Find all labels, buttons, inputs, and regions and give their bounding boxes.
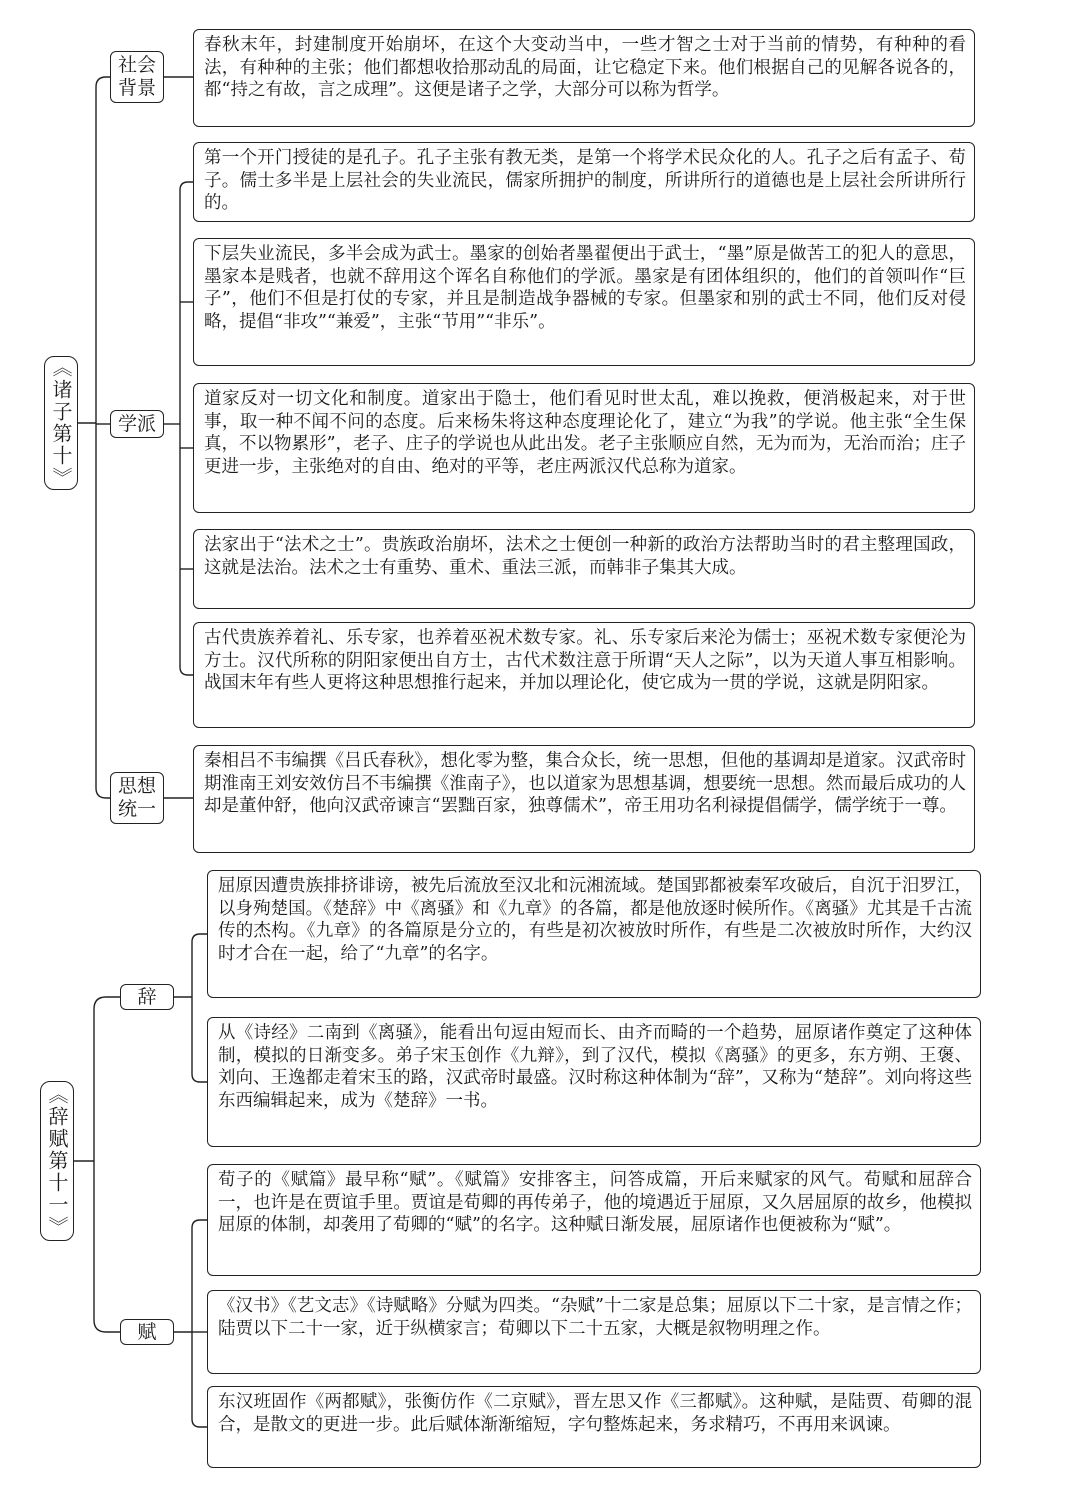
branch-social-background: [110, 51, 164, 103]
note-unification: [193, 745, 975, 853]
root-zhuzi: [44, 356, 78, 490]
note-hanshu-fu-text: 《汉书》《艺文志》《诗赋略》分赋为四类。“杂赋”十二家是总集；屈原以下二十家，是言情之作；陆贾以下二十一家，近于纵横家言；荀卿以下二十五家，大概是叙物明理之作。: [218, 1296, 972, 1339]
ci-bracket: [192, 934, 207, 1082]
branch-fu: [120, 1319, 174, 1345]
root-zhuzi-title: 《诸子第十》: [49, 357, 73, 489]
note-chuci-text: 从《诗经》二南到《离骚》，能看出句逗由短而长、由齐而畸的一个趋势，屈原诸作奠定了这种体制，模拟的日渐变多。弟子宋玉创作《九辩》，到了汉代，模拟《离骚》的更多，东方朔、王褒、刘向、王逸都走着宋玉的路，汉武帝时最盛。汉时称这种体制为“辞”，又称为“楚辞”。刘向将这些东西编辑起来，成为《楚辞》一书。: [218, 1023, 972, 1111]
note-yinyang-text: 古代贵族养着礼、乐专家，也养着巫祝术数专家。礼、乐专家后来沦为儒士；巫祝术数专家便沦为方士。汉代所称的阴阳家便出自方士，古代术数注意于所谓“天人之际”，以为天道人事互相影响。战国末年有些人更将这种思想推行起来，并加以理论化，使它成为一贯的学说，这就是阴阳家。: [204, 628, 966, 693]
branch-ci-label: 辞: [137, 985, 157, 1008]
root-cifu-bracket: [94, 997, 120, 1332]
note-social-background-text: 春秋末年，封建制度开始崩坏，在这个大变动当中，一些才智之士对于当前的情势，有种种的看法，有种种的主张；他们都想收拾那动乱的局面，让它稳定下来。他们根据自己的见解各说各的，都“持之有故，言之成理”。这便是诸子之学，大部分可以称为哲学。: [204, 35, 966, 100]
note-mohist-text: 下层失业流民，多半会成为武士。墨家的创始者墨翟便出于武士，“墨”原是做苦工的犯人的意思，墨家本是贱者，也就不辞用这个诨名自称他们的学派。墨家是有团体组织的，他们的首领叫作“巨子”，他们不但是打仗的专家，并且是制造战争器械的专家。但墨家和别的武士不同，他们反对侵略，提倡“非攻”“兼爱”，主张“节用”“非乐”。: [204, 244, 966, 332]
branch-schools: [110, 410, 164, 438]
note-donghan-fu-text: 东汉班固作《两都赋》，张衡仿作《二京赋》，晋左思又作《三都赋》。这种赋，是陆贾、荀卿的混合，是散文的更进一步。此后赋体渐渐缩短，字句整炼起来，务求精巧，不再用来讽谏。: [218, 1392, 972, 1435]
branch-fu-label: 赋: [137, 1320, 157, 1343]
fu-bracket: [192, 1220, 207, 1427]
schools-bracket: [180, 182, 193, 675]
note-chuci: [207, 1017, 981, 1147]
root-zhuzi-bracket: [96, 77, 110, 798]
root-cifu: [40, 1081, 74, 1241]
note-hanshu-fu: [207, 1290, 981, 1374]
note-quyuan: [207, 870, 981, 998]
note-yinyang: [193, 622, 975, 728]
note-daoist: [193, 383, 975, 513]
note-unification-text: 秦相吕不韦编撰《吕氏春秋》，想化零为整，集合众长，统一思想，但他的基调却是道家。汉武帝时期淮南王刘安效仿吕不韦编撰《淮南子》，也以道家为思想基调，想要统一思想。然而最后成功的人却是董仲舒，他向汉武帝谏言“罢黜百家，独尊儒术”，帝王用功名利禄提倡儒学，儒学统于一尊。: [204, 751, 966, 816]
note-legalist: [193, 529, 975, 609]
note-legalist-text: 法家出于“法术之士”。贵族政治崩坏，法术之士便创一种新的政治方法帮助当时的君主整理国政，这就是法治。法术之士有重势、重术、重法三派，而韩非子集其大成。: [204, 535, 966, 578]
note-xunzi-fu-text: 荀子的《赋篇》最早称“赋”。《赋篇》安排客主，问答成篇，开后来赋家的风气。荀赋和屈辞合一，也许是在贾谊手里。贾谊是荀卿的再传弟子，他的境遇近于屈原，又久居屈原的故乡，他模拟屈原的体制，却袭用了荀卿的“赋”的名字。这种赋日渐发展，屈原诸作也便被称为“赋”。: [218, 1170, 972, 1235]
note-daoist-text: 道家反对一切文化和制度。道家出于隐士，他们看见时世太乱，难以挽救，便消极起来，对于世事，取一种不闻不问的态度。后来杨朱将这种态度理论化了，建立“为我”的学说。他主张“全生保真，不以物累形”，老子、庄子的学说也从此出发。老子主张顺应自然，无为而为，无治而治；庄子更进一步，主张绝对的自由、绝对的平等，老庄两派汉代总称为道家。: [204, 389, 966, 477]
note-confucian: [193, 142, 975, 222]
branch-unification: [110, 772, 164, 824]
note-confucian-text: 第一个开门授徒的是孔子。孔子主张有教无类，是第一个将学术民众化的人。孔子之后有孟子、荀子。儒士多半是上层社会的失业流民，儒家所拥护的制度，所讲所行的道德也是上层社会所讲所行的。: [204, 148, 966, 213]
branch-schools-label: 学派: [117, 412, 156, 435]
branch-social-background-label: 社会背景: [117, 54, 156, 99]
branch-ci: [120, 984, 174, 1010]
branch-unification-label: 思想统一: [117, 775, 156, 820]
note-quyuan-text: 屈原因遭贵族排挤诽谤，被先后流放至汉北和沅湘流域。楚国郢都被秦军攻破后，自沉于汨罗江，以身殉楚国。《楚辞》中《离骚》和《九章》的各篇，都是他放逐时候所作。《离骚》尤其是千古流传的杰构。《九章》的各篇原是分立的，有些是初次被放时所作，有些是二次被放时所作，大约汉时才合在一起，给了“九章”的名字。: [218, 876, 972, 964]
note-xunzi-fu: [207, 1164, 981, 1276]
note-social-background: [193, 29, 975, 127]
note-mohist: [193, 238, 975, 366]
note-donghan-fu: [207, 1386, 981, 1468]
root-cifu-title: 《辞赋第十一》: [45, 1084, 69, 1238]
